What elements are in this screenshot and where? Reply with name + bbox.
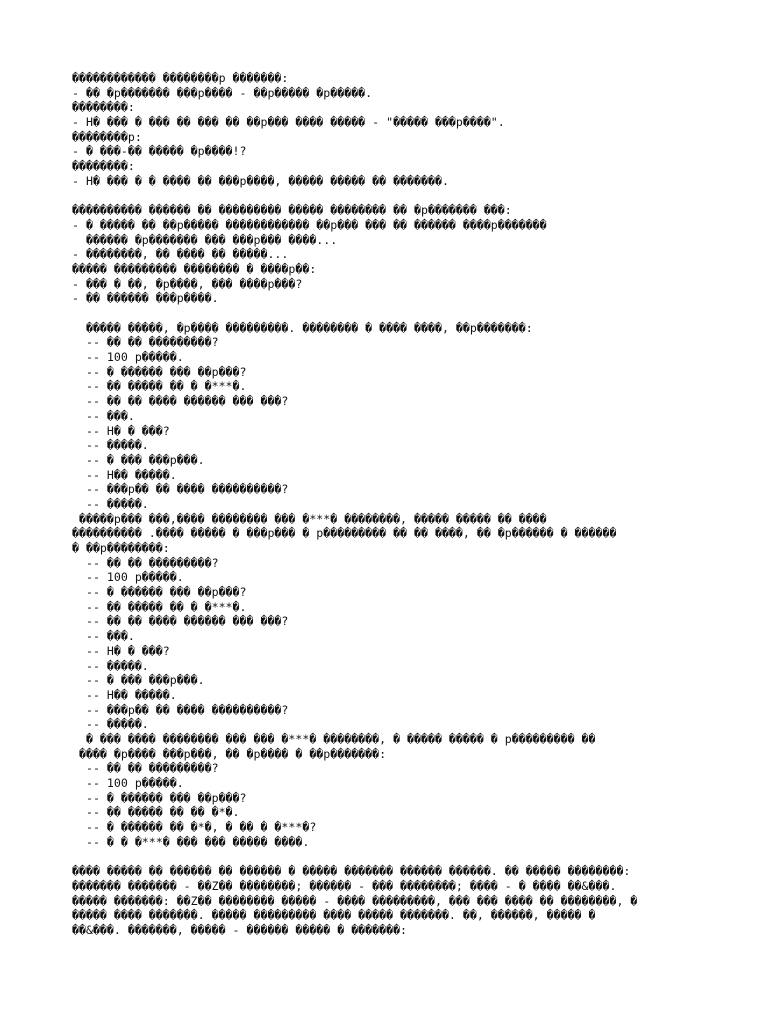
text-line: -- 100 p�����. [72,776,184,790]
text-line: -- � ������ ��� ��p���? [72,790,247,805]
paragraph-gap [72,306,762,321]
text-line: -- �� ����� �� � �***�. [72,379,247,394]
text-line: ����� ���� �������. ����� ��������� ���� ����� �������. ��, ������, ����� � [72,908,596,923]
text-line: ����� �������: ��Z�� �������� ����� - ���� ���������, ��� ��� ���� �� ��������, � [72,893,638,908]
text-line: -- 100 p�����. [72,350,184,365]
text-line: ���������� .���� ����� � ���p��� � p��������� �� �� ����, �� �p������ � ������ [72,526,617,541]
text-line: ��&���. �������, ����� - ������ ����� � �������: [72,922,408,937]
text-line: ��������: [72,159,135,174]
text-line: -- �� ����� �� � �***�. [72,599,247,614]
text-line: -- ���. [72,629,135,644]
text-line: - H� ��� � � ���� �� ���p����, ����� ����� �� �������. [72,173,449,188]
paragraph-gap [72,189,762,204]
text-line: -- H�� �����. [72,467,177,482]
text-line: - � ���-�� ����� �p����!? [72,144,247,159]
text-line: ������������ ��������p �������: [72,71,289,85]
text-line: - H� ��� � ��� �� ��� �� ��p��� ���� ����� - "����� ���p����". [72,115,505,130]
text-line: -- �� �� ���� ������ ��� ���? [72,614,289,629]
text-line: -- � ������ ��� ��p���? [72,364,247,379]
text-line: ����� ��������� �������� � ����p��: [72,261,317,276]
text-line: -- � ��� ���p���. [72,673,205,688]
text-line: - ��� � ��, �p����, ��� ����p���? [72,276,303,291]
text-line: -- � ������ ��� ��p���? [72,585,247,600]
text-document [72,71,762,938]
text-line: - �� ������ ���p����. [72,291,219,306]
text-line: -- �� �� ���� ������ ��� ���? [72,394,289,409]
text-line: -- H�� �����. [72,687,177,702]
text-line: - ��������, �� ���� �� �����... [72,247,289,262]
text-line: -- 100 p�����. [72,570,184,585]
text-line: -- �����. [72,496,149,511]
text-line: - �� �p������� ���p���� - ��p����� �p�����. [72,85,373,100]
text-line: �����p��� ���,���� �������� ��� �***� ��������, ����� ����� �� ���� [72,511,547,526]
text-line: -- �����. [72,438,149,453]
text-line: -- �� ����� �� �� �*�. [72,805,240,820]
text-line: -- ���. [72,408,135,423]
text-line: -- �����. [72,658,149,673]
text-line: ����� �����, �p���� ���������. �������� � ���� ����, ��p�������: [72,320,533,335]
text-line: -- �� �� ���������? [72,761,219,776]
text-line: ���������� ������ �� ��������� ����� �������� �� �p������� ���: [72,203,512,218]
text-line: -- ���p�� �� ���� ����������? [72,482,289,497]
text-line: - � ����� �� ��p����� ������������ ��p��� ��� �� ������ ����p������� [72,217,547,232]
text-line: � ��� ���� �������� ��� ��� �***� ��������, � ����� ����� � p��������� �� [72,731,596,746]
text-line: -- �� �� ���������? [72,555,219,570]
text-line: -- � ��� ���p���. [72,452,205,467]
text-line: ���� ����� �� ������ �� ������ � ����� ������� ������ ������. �� ����� ��������: [72,864,631,879]
paragraph-gap [72,849,762,864]
text-line: ��������: [72,100,135,115]
text-line: -- H� � ���? [72,423,170,438]
text-line: ���� �p���� ���p���, �� �p���� � ��p�������: [72,746,387,761]
text-line: ������� ������� - ��Z�� ��������; ������ - ��� ��������; ���� - � ���� ��&���. [72,878,617,893]
text-line: ��������p: [72,129,142,144]
text-line: -- � ������ �� �*�, � �� � �***�? [72,820,317,835]
text-line: � ��p��������: [72,541,170,555]
text-line: -- �� �� ���������? [72,335,219,350]
text-line: -- H� � ���? [72,643,170,658]
text-line: ������ �p������� ��� ���p��� ����... [72,232,338,247]
text-line: -- ���p�� �� ���� ����������? [72,702,289,717]
text-line: -- �����. [72,717,149,732]
text-line: -- � � �***� ��� ��� ����� ����. [72,834,310,849]
